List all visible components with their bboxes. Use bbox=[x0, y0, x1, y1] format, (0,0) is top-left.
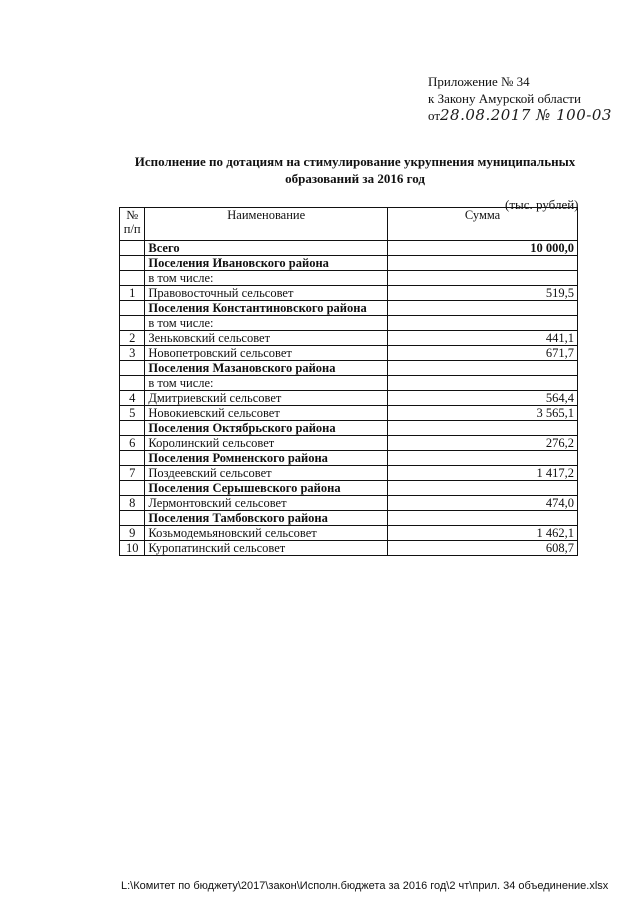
row-name: в том числе: bbox=[145, 316, 388, 331]
row-sum: 3 565,1 bbox=[388, 406, 578, 421]
row-name: Поселения Ромненского района bbox=[145, 451, 388, 466]
table-row bbox=[120, 436, 578, 451]
row-name: Поселения Константиновского района bbox=[145, 301, 388, 316]
row-sum: 1 462,1 bbox=[388, 526, 578, 541]
table-row bbox=[120, 241, 578, 256]
row-number: 1 bbox=[120, 286, 145, 301]
row-sum: 276,2 bbox=[388, 436, 578, 451]
row-name: Поздеевский сельсовет bbox=[145, 466, 388, 481]
unit-label: (тыс. рублей) bbox=[505, 197, 579, 212]
row-sum bbox=[388, 451, 578, 466]
header-sum: Сумма bbox=[388, 208, 578, 241]
row-name: Новопетровский сельсовет bbox=[145, 346, 388, 361]
table-row bbox=[120, 391, 578, 406]
row-sum: 474,0 bbox=[388, 496, 578, 511]
row-name: Поселения Мазановского района bbox=[145, 361, 388, 376]
row-name: Поселения Ивановского района bbox=[145, 256, 388, 271]
row-number: 5 bbox=[120, 406, 145, 421]
table-row bbox=[120, 331, 578, 346]
table-row bbox=[120, 346, 578, 361]
appendix-date-prefix: от bbox=[428, 108, 441, 123]
row-sum bbox=[388, 316, 578, 331]
row-number bbox=[120, 301, 145, 316]
row-name: Правовосточный сельсовет bbox=[145, 286, 388, 301]
row-name: Поселения Тамбовского района bbox=[145, 511, 388, 526]
row-number: 8 bbox=[120, 496, 145, 511]
file-path-footer: L:\Комитет по бюджету\2017\закон\Исполн.бюджета за 2016 год\2 чт\прил. 34 объединение.xlsx bbox=[121, 880, 609, 892]
row-name: Зеньковский сельсовет bbox=[145, 331, 388, 346]
row-name: Куропатинский сельсовет bbox=[145, 541, 388, 556]
row-number bbox=[120, 376, 145, 391]
table-row bbox=[120, 421, 578, 436]
row-number bbox=[120, 256, 145, 271]
appendix-block bbox=[428, 73, 612, 124]
table-row bbox=[120, 361, 578, 376]
row-name: Всего bbox=[145, 241, 388, 256]
row-number bbox=[120, 361, 145, 376]
table-row bbox=[120, 466, 578, 481]
subsidy-table bbox=[119, 207, 578, 556]
row-name: Поселения Октябрьского района bbox=[145, 421, 388, 436]
row-number bbox=[120, 421, 145, 436]
row-number bbox=[120, 481, 145, 496]
table-row bbox=[120, 256, 578, 271]
row-sum: 10 000,0 bbox=[388, 241, 578, 256]
row-number bbox=[120, 241, 145, 256]
table-row bbox=[120, 286, 578, 301]
row-number bbox=[120, 511, 145, 526]
row-name: Поселения Серышевского района bbox=[145, 481, 388, 496]
table-row bbox=[120, 316, 578, 331]
row-name: Дмитриевский сельсовет bbox=[145, 391, 388, 406]
row-number: 3 bbox=[120, 346, 145, 361]
table-row bbox=[120, 451, 578, 466]
table-row bbox=[120, 481, 578, 496]
header-num: № п/п bbox=[120, 208, 145, 241]
header-name: Наименование bbox=[145, 208, 388, 241]
row-sum: 608,7 bbox=[388, 541, 578, 556]
row-name: в том числе: bbox=[145, 376, 388, 391]
row-name: Новокиевский сельсовет bbox=[145, 406, 388, 421]
row-number bbox=[120, 271, 145, 286]
row-sum bbox=[388, 301, 578, 316]
handwritten-date-number: 28.08.2017 № 100-03 bbox=[440, 106, 612, 124]
appendix-law-reference: к Закону Амурской области bbox=[428, 91, 581, 106]
row-number: 7 bbox=[120, 466, 145, 481]
row-sum bbox=[388, 361, 578, 376]
row-number: 9 bbox=[120, 526, 145, 541]
row-name: Лермонтовский сельсовет bbox=[145, 496, 388, 511]
row-sum bbox=[388, 376, 578, 391]
table-row bbox=[120, 301, 578, 316]
row-sum: 671,7 bbox=[388, 346, 578, 361]
table-header-row bbox=[120, 208, 578, 241]
row-sum bbox=[388, 421, 578, 436]
row-number: 10 bbox=[120, 541, 145, 556]
row-sum bbox=[388, 511, 578, 526]
row-number: 2 bbox=[120, 331, 145, 346]
row-sum: 564,4 bbox=[388, 391, 578, 406]
table-row bbox=[120, 511, 578, 526]
document-title: Исполнение по дотациям на стимулирование укрупнения муниципальных образований за 2016 год bbox=[134, 154, 576, 186]
row-sum: 1 417,2 bbox=[388, 466, 578, 481]
table-row bbox=[120, 541, 578, 556]
appendix-date-line bbox=[428, 107, 612, 124]
table-row bbox=[120, 271, 578, 286]
table-row bbox=[120, 496, 578, 511]
row-number bbox=[120, 451, 145, 466]
table-row bbox=[120, 526, 578, 541]
row-sum bbox=[388, 256, 578, 271]
row-name: Королинский сельсовет bbox=[145, 436, 388, 451]
row-number: 4 bbox=[120, 391, 145, 406]
table-row bbox=[120, 376, 578, 391]
table-row bbox=[120, 406, 578, 421]
row-number bbox=[120, 316, 145, 331]
row-sum bbox=[388, 481, 578, 496]
appendix-number: Приложение № 34 bbox=[428, 74, 530, 89]
row-name: Козьмодемьяновский сельсовет bbox=[145, 526, 388, 541]
row-number: 6 bbox=[120, 436, 145, 451]
row-sum: 519,5 bbox=[388, 286, 578, 301]
row-name: в том числе: bbox=[145, 271, 388, 286]
table-body bbox=[120, 241, 578, 556]
row-sum: 441,1 bbox=[388, 331, 578, 346]
row-sum bbox=[388, 271, 578, 286]
